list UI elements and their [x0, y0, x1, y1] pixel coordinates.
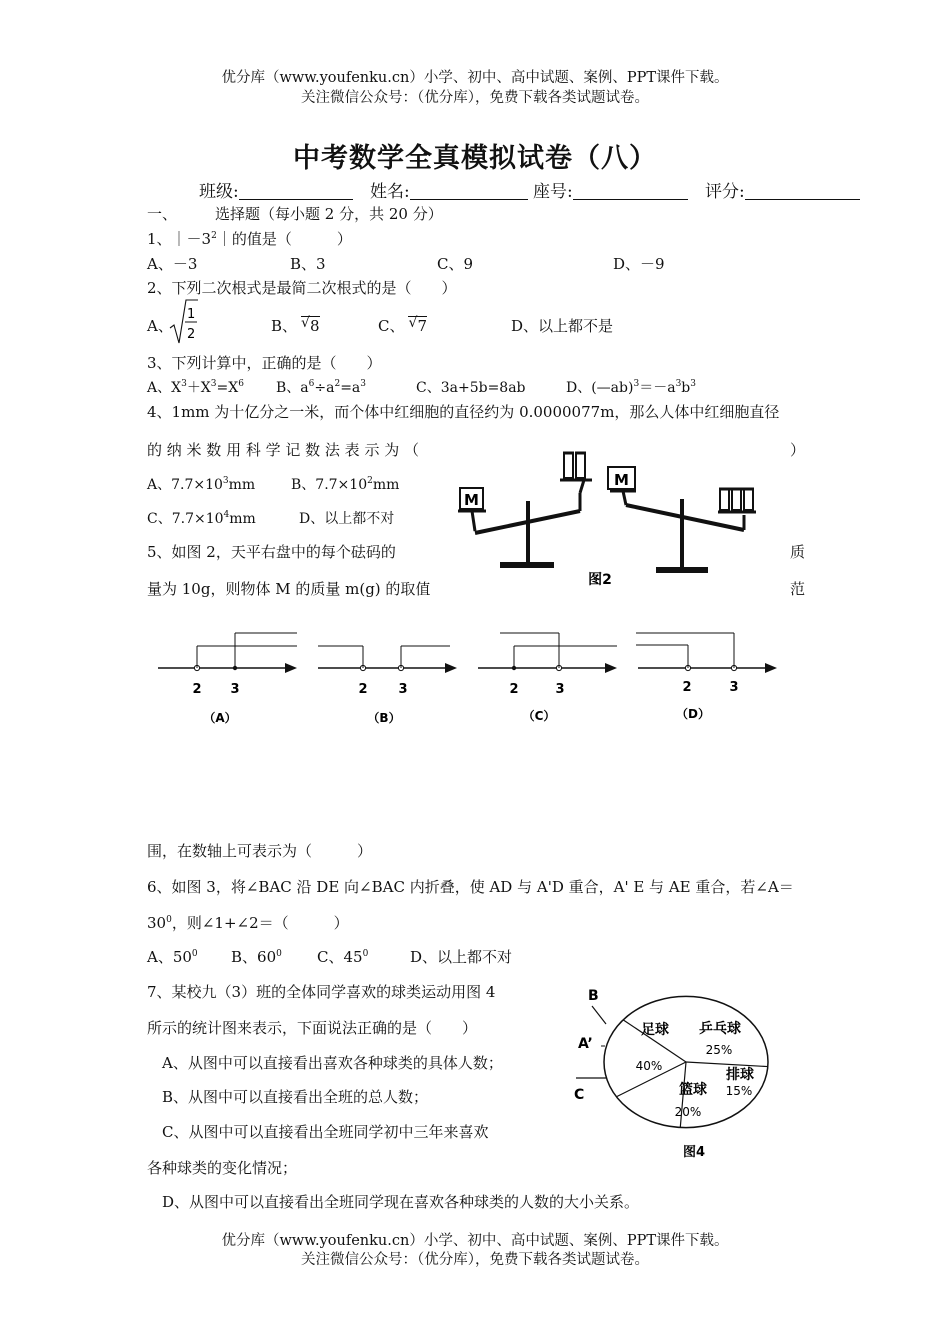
numberline-a-tick-2: 2 [192, 682, 202, 697]
q3-option-c: C、3a+5b=8ab [416, 380, 526, 396]
class-field [199, 177, 353, 202]
q1-option-c: C、9 [437, 255, 474, 273]
numberline-b-label: （B） [367, 711, 401, 725]
q3-stem: 3、下列计算中，正确的是（ ） [147, 354, 382, 372]
q6-line-1: 6、如图 3，将∠BAC 沿 DE 向∠BAC 内折叠，使 AD 与 A'D 重合，A' E 与 AE 重合，若∠A＝ [147, 878, 794, 896]
footer-line-2: 关注微信公众号：（优分库），免费下载各类试题试卷。 [301, 1252, 649, 1268]
weight-3 [720, 489, 729, 510]
numberline-c-tick-2: 2 [509, 682, 519, 697]
q2-option-b [271, 315, 320, 336]
balance-left [458, 453, 592, 565]
q7-line-1: 7、某校九（3）班的全体同学喜欢的球类运动用图 4 [147, 983, 496, 1001]
q6-option-c: C、$45^0$ [317, 948, 369, 966]
q2-option-a-label: A、 [147, 317, 173, 335]
q2-option-c-label: C、 [378, 317, 405, 335]
weight-5 [744, 489, 753, 510]
q6-option-d: D、以上都不对 [410, 948, 513, 966]
header-line-1: 优分库（www.youfenku.cn）小学、初中、高中试题、案例、PPT课件下载。 [221, 70, 729, 86]
q1-pre: 1、｜－3 [147, 230, 212, 248]
slice-label-soccer: 足球 [641, 1022, 669, 1038]
q6-option-a: A、$50^0$ [147, 948, 198, 966]
slice-pct-soccer: 40% [635, 1059, 663, 1073]
q5-line-2-end: 范 [790, 580, 806, 598]
section-label: 选择题（每小题 2 分，共 20 分） [215, 205, 443, 223]
slice-pct-volleyball: 15% [725, 1084, 753, 1098]
header-line-2: 关注微信公众号：（优分库），免费下载各类试题试卷。 [301, 90, 649, 106]
q3-option-d: D、$(—ab)^3=-a^3b^3$ [566, 379, 696, 396]
q5-line-1-end: 质 [790, 543, 806, 561]
weight-4 [732, 489, 741, 510]
figure-2-caption: 图2 [588, 572, 612, 588]
class-blank[interactable] [239, 182, 353, 200]
name-blank[interactable] [410, 182, 528, 200]
score-field [705, 177, 860, 202]
section-heading [147, 203, 443, 224]
q4-option-a: A、$7.7\times 10^3mm$ [147, 476, 256, 493]
numberline-d-tick-3: 3 [729, 680, 739, 695]
numberline-d-label: （D） [676, 707, 710, 721]
q2-frac-den: 2 [187, 327, 196, 342]
numberline-b-tick-3: 3 [398, 682, 408, 697]
q5-line-3: 围，在数轴上可表示为（ ） [147, 842, 373, 860]
figure-2-balances [450, 445, 780, 595]
numberline-a-tick-3: 3 [230, 682, 240, 697]
q1-option-d: D、－9 [613, 255, 665, 273]
q1-option-b: B、3 [290, 255, 326, 273]
q2-sqrt-8: √ 8 [301, 315, 320, 335]
score-blank[interactable] [745, 182, 860, 200]
name-field [370, 177, 528, 202]
slice-pct-pingpong: 25% [705, 1043, 733, 1057]
q4-option-d: D、以上都不对 [299, 511, 395, 527]
name-label: 姓名: [370, 182, 410, 202]
figure-4-caption: 图4 [682, 1145, 706, 1160]
seat-label: 座号: [533, 182, 573, 202]
numberline-d [636, 633, 777, 721]
q2-option-b-label: B、 [271, 317, 298, 335]
seat-blank[interactable] [573, 182, 688, 200]
fig3-label-a: A’ [578, 1036, 593, 1052]
q6-line-2: $30^0$，则∠1+∠2＝（ ） [147, 914, 349, 932]
q2-sqrt-8-value: 8 [310, 317, 320, 335]
section-number: 一、 [147, 205, 178, 223]
q7-option-c-line-1: C、从图中可以直接看出全班同学初中三年来喜欢 [162, 1123, 489, 1141]
q1-exp: 2 [211, 231, 217, 241]
q7-option-d: D、从图中可以直接看出全班同学现在喜欢各种球类的人数的大小关系。 [162, 1193, 640, 1211]
numberline-c-tick-3: 3 [555, 682, 565, 697]
numberline-b [318, 646, 457, 725]
q5-line-2: 量为 10g，则物体 M 的质量 m(g) 的取值 [147, 580, 431, 598]
balance-right [608, 467, 756, 570]
q7-option-c-line-2: 各种球类的变化情况； [147, 1159, 298, 1177]
slice-label-pingpong: 乒乓球 [699, 1021, 741, 1037]
q7-line-2: 所示的统计图来表示，下面说法正确的是（ ） [147, 1019, 478, 1037]
numberline-a-label: （A） [203, 711, 237, 725]
q2-stem: 2、下列二次根式是最简二次根式的是（ ） [147, 279, 457, 297]
q3-option-b: B、$a^6\div a^2=a^3$ [276, 379, 366, 396]
q4-option-b: B、$7.7\times 10^2mm$ [291, 476, 400, 493]
q7-option-a: A、从图中可以直接看出喜欢各种球类的具体人数； [162, 1054, 503, 1072]
score-label: 评分: [705, 182, 745, 202]
q4-option-c: C、$7.7\times 10^4mm$ [147, 510, 256, 527]
numberline-a [158, 633, 297, 725]
page-title: 中考数学全真模拟试卷（八） [293, 143, 657, 174]
fig3-label-c: C [574, 1087, 585, 1103]
numberline-d-tick-2: 2 [682, 680, 692, 695]
q2-option-c [378, 315, 427, 336]
numberline-b-tick-2: 2 [358, 682, 368, 697]
q4-line-2: 的 纳 米 数 用 科 学 记 数 法 表 示 为 （ [147, 441, 419, 459]
class-label: 班级: [199, 182, 239, 202]
q7-option-b: B、从图中可以直接看出全班的总人数； [162, 1088, 429, 1106]
q1-stem [147, 228, 352, 249]
q1-post: ｜的值是（ ） [216, 230, 352, 248]
footer-line-1: 优分库（www.youfenku.cn）小学、初中、高中试题、案例、PPT课件下载。 [221, 1233, 729, 1249]
q4-paren-close: ） [790, 441, 806, 459]
q2-sqrt-7: √ 7 [408, 315, 428, 335]
slice-pct-basketball: 20% [674, 1105, 702, 1119]
numberline-c-label: （C） [522, 709, 556, 723]
weight-2 [576, 453, 585, 478]
figure-4-pie-chart [600, 990, 780, 1160]
mass-label-right: M [614, 471, 629, 489]
q2-sqrt-fraction [168, 298, 198, 346]
slice-label-basketball: 篮球 [679, 1082, 707, 1098]
slice-label-volleyball: 排球 [726, 1067, 754, 1083]
seat-field [533, 177, 688, 202]
q3-option-a: A、$X^3+X^3=X^6$ [147, 379, 244, 396]
fig3-label-b: B [588, 988, 599, 1004]
number-line-options [150, 625, 790, 735]
q2-sqrt-7-value: 7 [417, 317, 428, 335]
q5-line-1: 5、如图 2，天平右盘中的每个砝码的 [147, 543, 396, 561]
q2-frac-num: 1 [187, 307, 196, 322]
mass-label-left: M [464, 491, 479, 509]
q1-option-a: A、－3 [147, 255, 198, 273]
q6-option-b: B、$60^0$ [231, 948, 282, 966]
q2-option-d: D、以上都不是 [511, 317, 614, 335]
weight-1 [564, 453, 573, 478]
q4-line-1: 4、1mm 为十亿分之一米，而个体中红细胞的直径约为 0.0000077m，那么人体中红细胞直径 [147, 403, 780, 421]
numberline-c [478, 633, 617, 723]
